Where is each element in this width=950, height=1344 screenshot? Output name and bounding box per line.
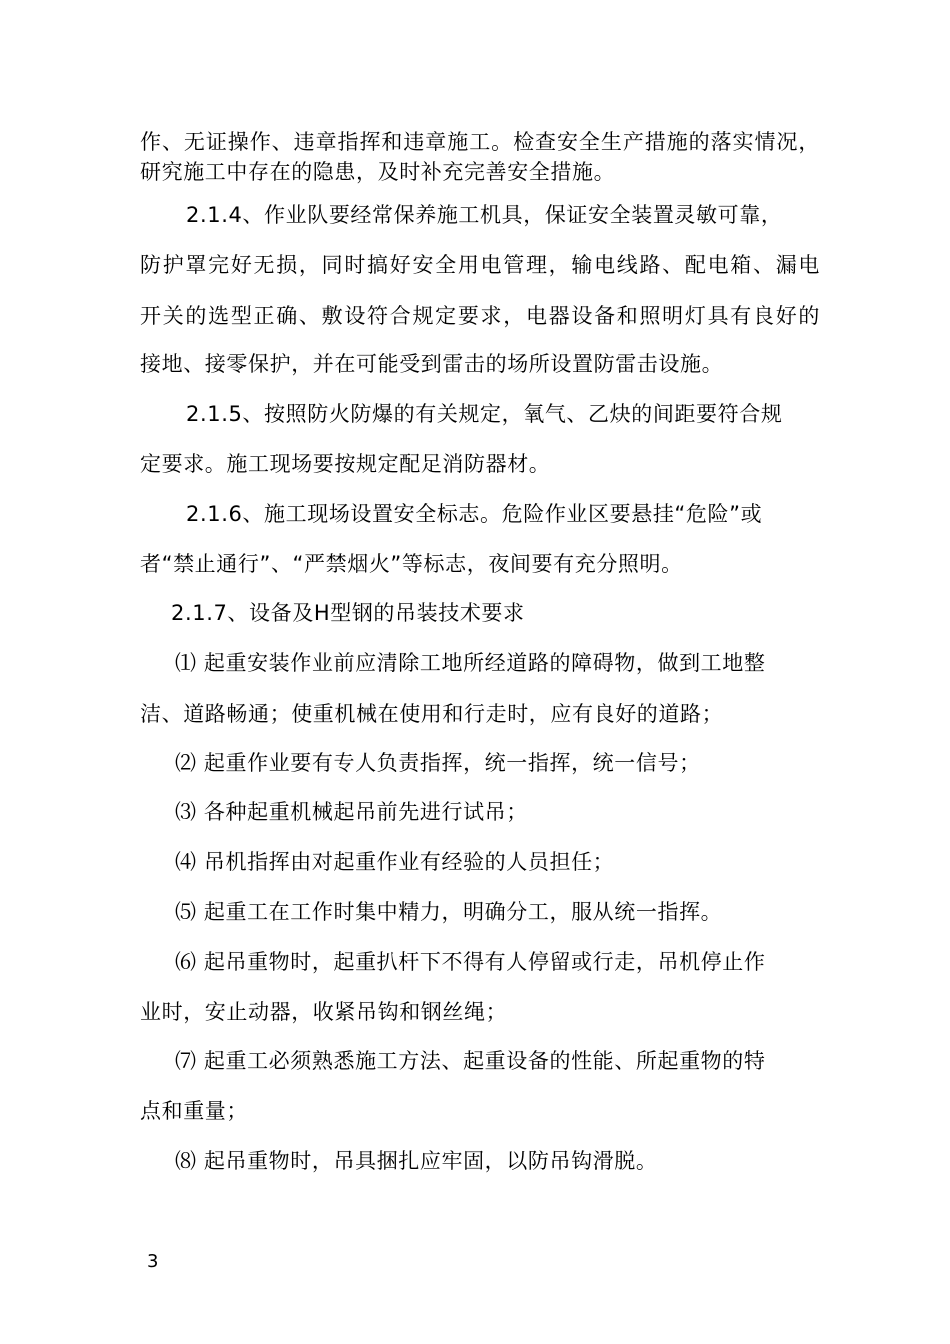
- section-2-1-5-line: 2.1.5、按照防火防爆的有关规定，氧气、乙炔的间距要符合规: [186, 402, 783, 426]
- paragraph-line: 开关的选型正确、敷设符合规定要求，电器设备和照明灯具有良好的: [140, 304, 820, 328]
- paragraph-line: 点和重量；: [140, 1099, 248, 1123]
- list-item-2: ⑵ 起重作业要有专人负责指挥，统一指挥，统一信号；: [175, 751, 701, 775]
- paragraph-line: 定要求。施工现场要按规定配足消防器材。: [140, 452, 551, 476]
- section-2-1-4-line: 2.1.4、作业队要经常保养施工机具，保证安全装置灵敏可靠，: [186, 203, 783, 227]
- list-item-8: ⑻ 起吊重物时，吊具捆扎应牢固，以防吊钩滑脱。: [175, 1149, 658, 1173]
- list-item-6-line: ⑹ 起吊重物时，起重扒杆下不得有人停留或行走，吊机停止作: [175, 950, 766, 974]
- list-item-1-line: ⑴ 起重安装作业前应清除工地所经道路的障碍物，做到工地整: [175, 651, 766, 675]
- list-item-5: ⑸ 起重工在工作时集中精力，明确分工，服从统一指挥。: [175, 900, 723, 924]
- paragraph-line: 防护罩完好无损，同时搞好安全用电管理，输电线路、配电箱、漏电: [140, 253, 820, 277]
- paragraph-line: 业时，安止动器，收紧吊钩和钢丝绳；: [140, 1000, 508, 1024]
- paragraph-line: 接地、接零保护，并在可能受到雷击的场所设置防雷击设施。: [140, 352, 724, 376]
- paragraph-line: 研究施工中存在的隐患，及时补充完善安全措施。: [140, 160, 616, 184]
- page-number: 3: [147, 1251, 159, 1272]
- paragraph-line: 洁、道路畅通；使重机械在使用和行走时，应有良好的道路；: [140, 702, 724, 726]
- section-2-1-6-line: 2.1.6、施工现场设置安全标志。危险作业区要悬挂“危险”或: [186, 502, 763, 526]
- paragraph-line: 作、无证操作、违章指挥和违章施工。检查安全生产措施的落实情况，: [140, 130, 820, 154]
- paragraph-line: 者“禁止通行”、“严禁烟火”等标志，夜间要有充分照明。: [140, 552, 683, 576]
- list-item-4: ⑷ 吊机指挥由对起重作业有经验的人员担任；: [175, 850, 615, 874]
- list-item-7-line: ⑺ 起重工必须熟悉施工方法、起重设备的性能、所起重物的特: [175, 1049, 766, 1073]
- section-2-1-7-heading: 2.1.7、设备及H型钢的吊装技术要求: [171, 601, 525, 625]
- list-item-3: ⑶ 各种起重机械起吊前先进行试吊；: [175, 800, 528, 824]
